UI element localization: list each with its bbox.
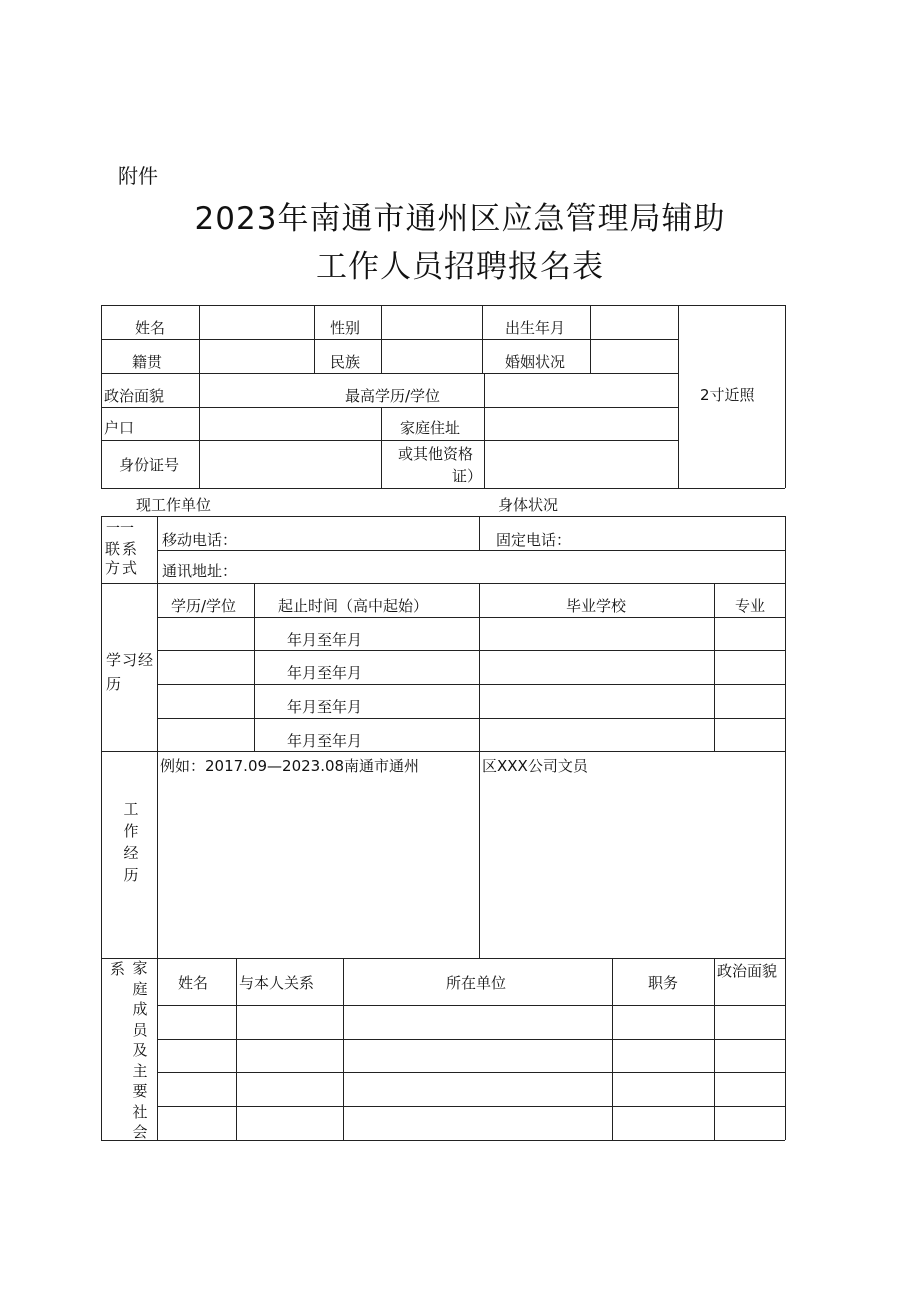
family-header-name: 姓名 xyxy=(178,974,209,992)
grid-line xyxy=(484,373,485,488)
study-header-degree: 学历/学位 xyxy=(171,597,237,615)
work-example-right: 区XXX公司文员 xyxy=(482,757,588,775)
contact-dash: 一一 xyxy=(106,521,134,537)
label-cert-line1: 或其他资格 xyxy=(398,445,474,463)
table-border xyxy=(101,516,102,583)
label-hukou: 户口 xyxy=(104,419,135,437)
family-header-political: 政治面貌 xyxy=(717,962,778,980)
grid-line xyxy=(101,407,678,408)
study-period-2: 年月至年月 xyxy=(287,664,363,682)
label-study: 学习经历 xyxy=(106,651,155,693)
table-border xyxy=(101,583,102,751)
label-cert-line2: 证） xyxy=(452,467,483,485)
family-header-relation: 与本人关系 xyxy=(239,974,315,992)
study-period-1: 年月至年月 xyxy=(287,631,363,649)
table-border xyxy=(785,516,786,583)
grid-line xyxy=(381,305,382,373)
label-name: 姓名 xyxy=(135,319,166,337)
grid-line xyxy=(254,583,255,751)
grid-line xyxy=(101,583,785,584)
label-political: 政治面貌 xyxy=(104,387,165,405)
grid-line xyxy=(236,958,237,1140)
table-border xyxy=(785,583,786,751)
grid-line xyxy=(157,751,158,958)
study-header-period: 起止时间（高中起始） xyxy=(278,597,429,615)
label-address: 家庭住址 xyxy=(400,419,461,437)
grid-line xyxy=(157,1106,785,1107)
work-example-left: 例如：2017.09—2023.08南通市通州 xyxy=(160,757,420,775)
label-marital: 婚姻状况 xyxy=(505,353,566,371)
label-landline: 固定电话： xyxy=(496,531,572,549)
grid-line xyxy=(101,488,785,489)
grid-line xyxy=(314,305,315,373)
grid-line xyxy=(381,407,382,488)
grid-line xyxy=(157,650,785,651)
study-period-4: 年月至年月 xyxy=(287,732,363,750)
grid-line xyxy=(157,583,158,751)
grid-line xyxy=(157,958,158,1140)
family-header-position: 职务 xyxy=(648,974,679,992)
label-mobile: 移动电话： xyxy=(162,531,238,549)
grid-line xyxy=(479,751,480,958)
table-border xyxy=(101,751,102,958)
grid-line xyxy=(157,1005,785,1006)
grid-line xyxy=(479,516,480,550)
grid-line xyxy=(343,958,344,1140)
table-border xyxy=(101,958,102,1140)
label-work-unit: 现工作单位 xyxy=(136,496,212,514)
grid-line xyxy=(157,617,785,618)
label-mail-address: 通讯地址： xyxy=(162,562,238,580)
table-border xyxy=(101,1140,785,1141)
grid-line xyxy=(101,373,678,374)
grid-line xyxy=(612,958,613,1140)
grid-line xyxy=(157,1039,785,1040)
form-title-line1: 2023年南通市通州区应急管理局辅助 xyxy=(194,201,726,237)
family-label-prefix: 系 xyxy=(110,960,126,978)
grid-line xyxy=(479,583,480,751)
label-health: 身体状况 xyxy=(498,496,559,514)
label-gender: 性别 xyxy=(330,319,361,337)
photo-placeholder: 2寸近照 xyxy=(700,386,755,404)
study-header-school: 毕业学校 xyxy=(566,597,627,615)
study-header-major: 专业 xyxy=(735,597,766,615)
grid-line xyxy=(714,583,715,751)
grid-line xyxy=(678,305,679,488)
grid-line xyxy=(714,958,715,1140)
label-birth: 出生年月 xyxy=(505,319,566,337)
label-idcard: 身份证号 xyxy=(119,456,180,474)
grid-line xyxy=(101,440,678,441)
grid-line xyxy=(199,305,200,488)
label-education: 最高学历/学位 xyxy=(345,387,441,405)
grid-line xyxy=(157,516,158,583)
family-header-unit: 所在单位 xyxy=(446,974,507,992)
label-family: 家庭成员及主要社会 xyxy=(132,959,148,1141)
table-border xyxy=(785,751,786,958)
grid-line xyxy=(157,684,785,685)
label-native: 籍贯 xyxy=(132,353,163,371)
grid-line xyxy=(101,516,785,517)
table-border xyxy=(785,305,786,488)
grid-line xyxy=(157,550,785,551)
grid-line xyxy=(101,751,785,752)
grid-line xyxy=(101,958,785,959)
grid-line xyxy=(482,305,483,373)
label-contact: 联系方式 xyxy=(105,540,140,577)
label-ethnic: 民族 xyxy=(330,353,361,371)
label-work-exp: 工作经历 xyxy=(123,800,139,884)
grid-line xyxy=(101,339,678,340)
table-border xyxy=(101,305,102,488)
grid-line xyxy=(590,305,591,373)
grid-line xyxy=(157,718,785,719)
table-border xyxy=(101,305,785,306)
form-title-line2: 工作人员招聘报名表 xyxy=(316,249,604,285)
table-border xyxy=(785,958,786,1140)
grid-line xyxy=(157,1072,785,1073)
attachment-label: 附件 xyxy=(118,164,158,188)
study-period-3: 年月至年月 xyxy=(287,698,363,716)
